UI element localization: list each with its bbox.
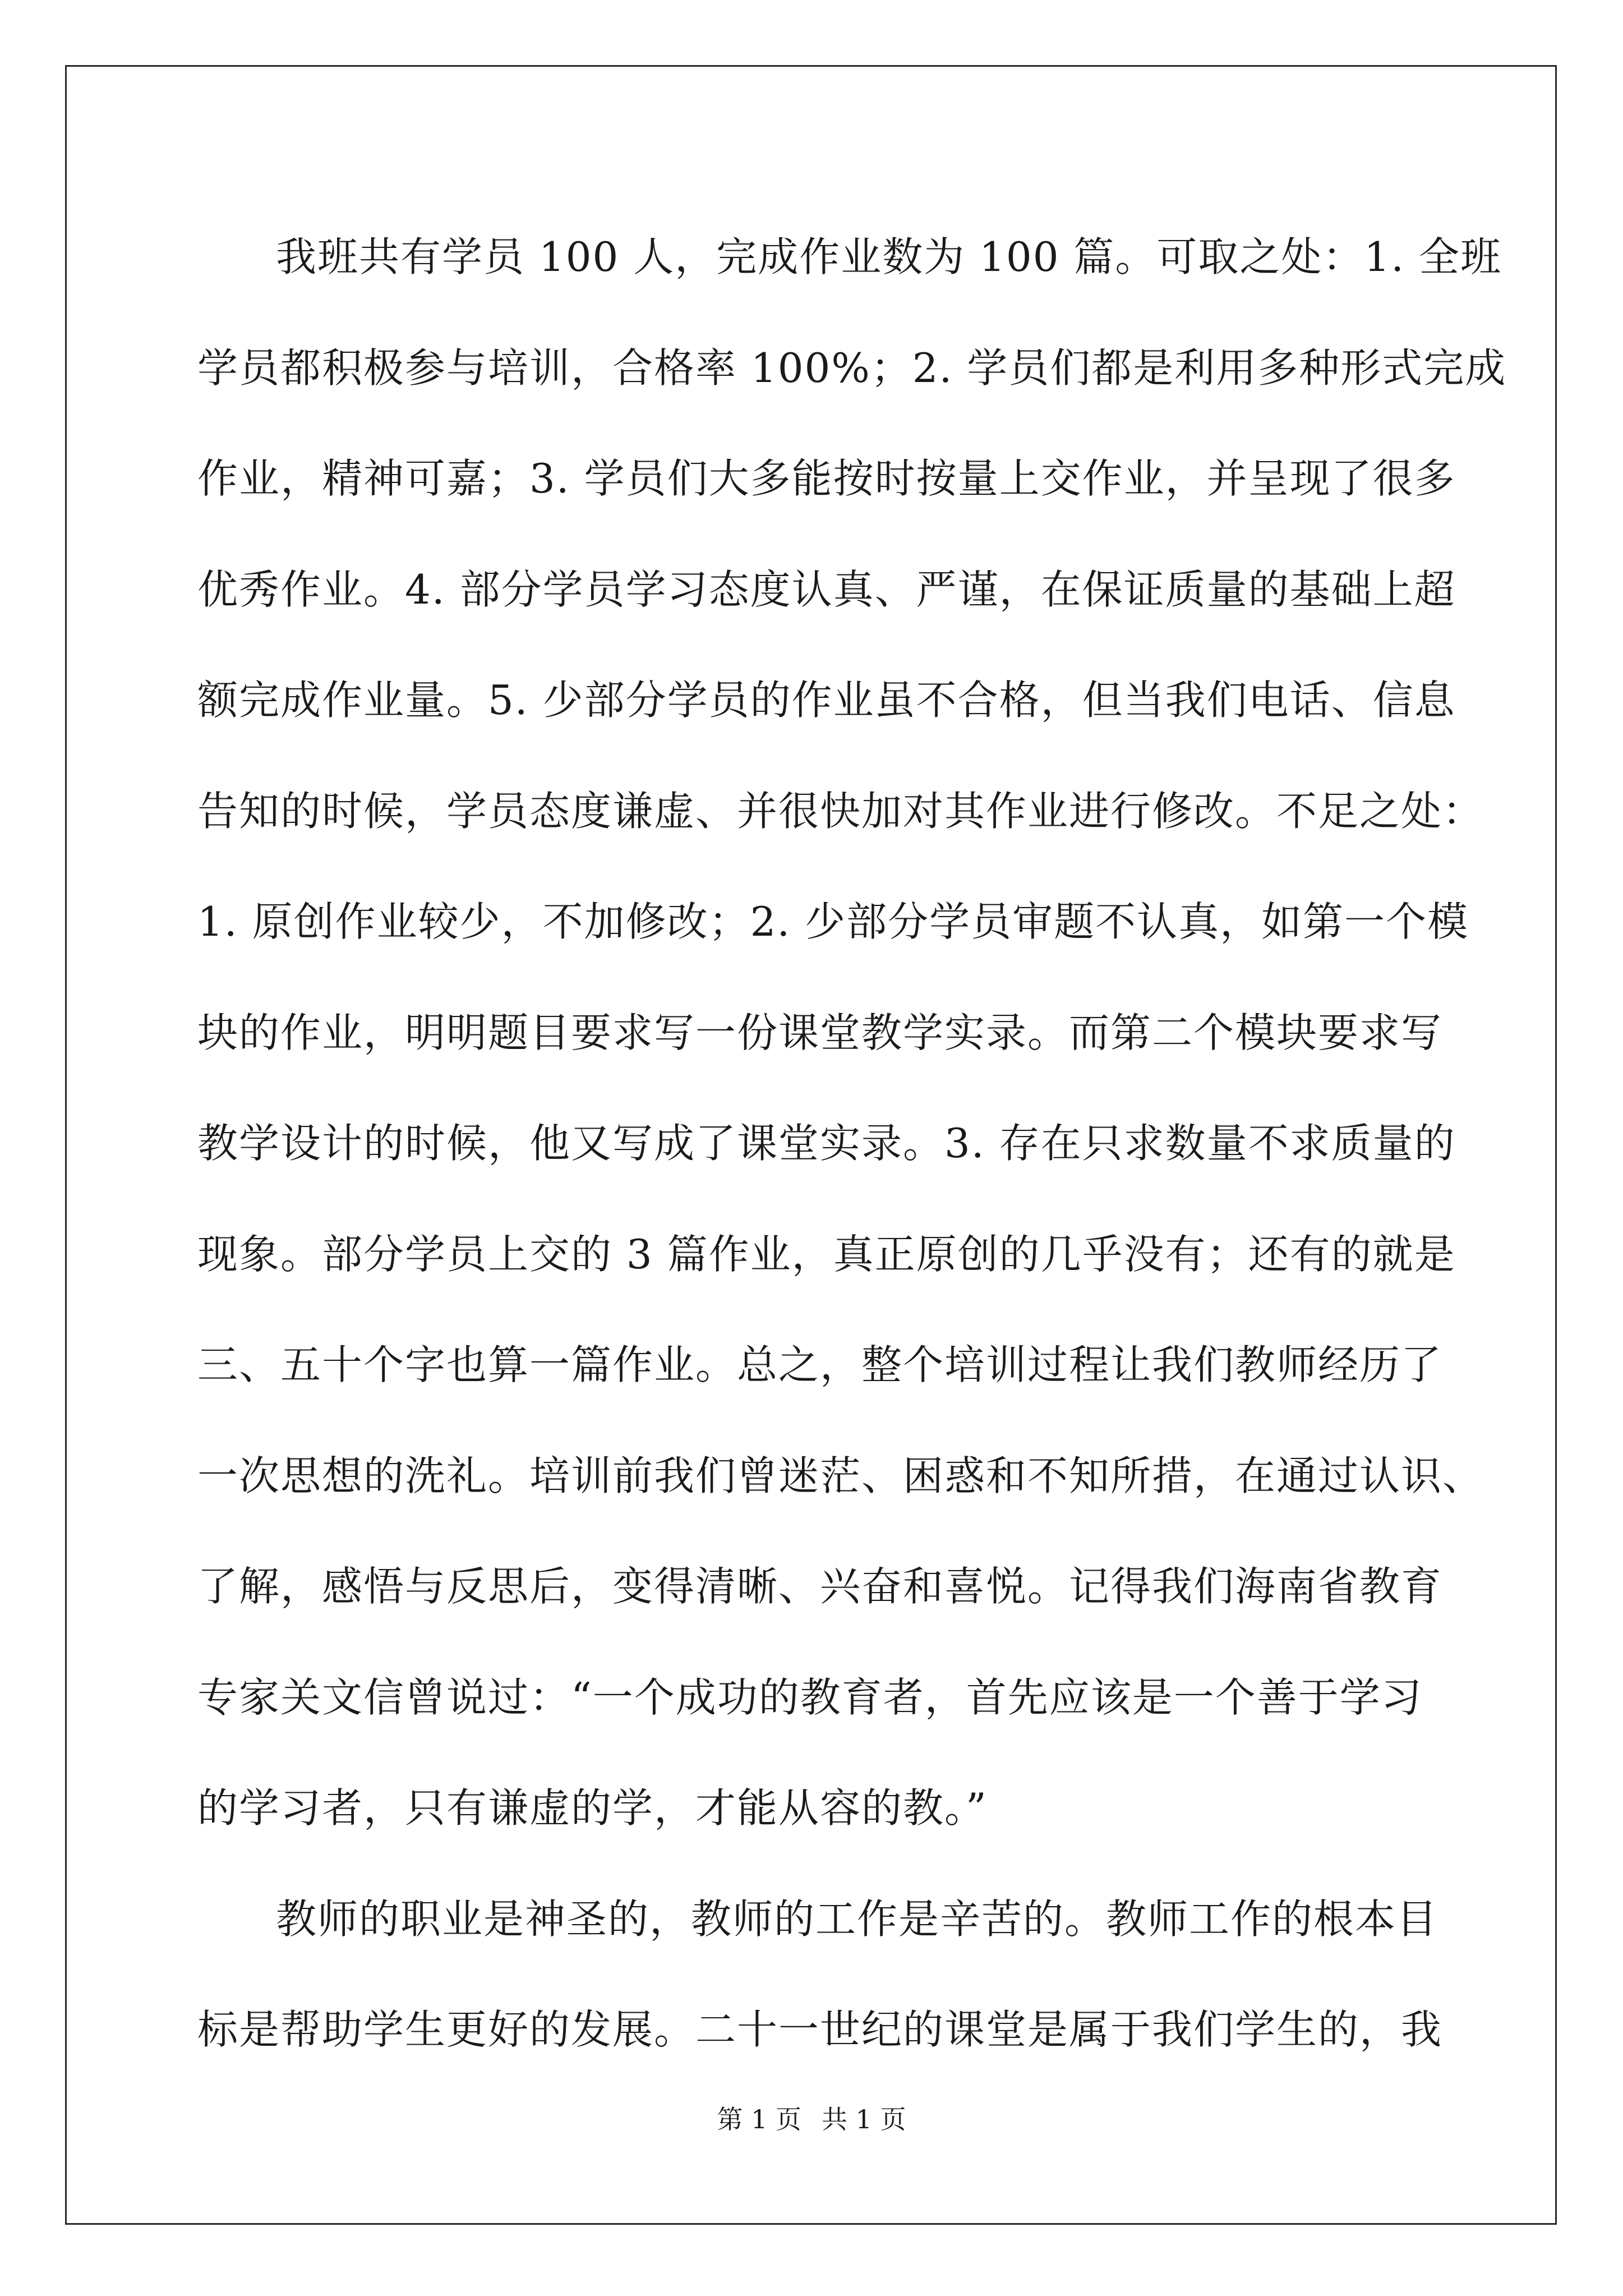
paragraph-1-line-5: 额完成作业量。5. 少部分学员的作业虽不合格，但当我们电话、信息: [197, 677, 1456, 724]
paragraph-1-line-10: 现象。部分学员上交的 3 篇作业，真正原创的几乎没有；还有的就是: [197, 1230, 1456, 1278]
paragraph-1-line-15: 的学习者，只有谦虚的学，才能从容的教。”: [197, 1784, 988, 1832]
paragraph-1-line-14: 专家关文信曾说过：“一个成功的教育者，首先应该是一个善于学习: [197, 1673, 1423, 1721]
page-footer: [0, 2102, 1623, 2136]
document-body: [197, 202, 1507, 2086]
paragraph-1-line-3: 作业，精神可嘉；3. 学员们大多能按时按量上交作业，并呈现了很多: [197, 455, 1456, 502]
paragraph-1-line-7: 1. 原创作业较少，不加修改；2. 少部分学员审题不认真，如第一个模: [197, 898, 1469, 945]
paragraph-2-line-2: 标是帮助学生更好的发展。二十一世纪的课堂是属于我们学生的，我: [197, 2006, 1443, 2053]
paragraph-2-line-1: 教师的职业是神圣的，教师的工作是辛苦的。教师工作的根本目: [276, 1895, 1438, 1943]
page-total: 共 1 页: [822, 2104, 906, 2134]
paragraph-1-line-4: 优秀作业。4. 部分学员学习态度认真、严谨，在保证质量的基础上超: [197, 565, 1456, 613]
paragraph-1-line-8: 块的作业，明明题目要求写一份课堂教学实录。而第二个模块要求写: [197, 1009, 1443, 1056]
paragraph-1-line-6: 告知的时候，学员态度谦虚、并很快加对其作业进行修改。不足之处：: [197, 787, 1484, 835]
paragraph-1-line-2: 学员都积极参与培训，合格率 100%；2. 学员们都是利用多种形式完成: [197, 344, 1507, 392]
paragraph-1-line-9: 教学设计的时候，他又写成了课堂实录。3. 存在只求数量不求质量的: [197, 1120, 1456, 1167]
paragraph-1-line-12: 一次思想的洗礼。培训前我们曾迷茫、困惑和不知所措，在通过认识、: [197, 1452, 1484, 1499]
page-number: 第 1 页: [717, 2104, 801, 2134]
paragraph-1-line-13: 了解，感悟与反思后，变得清晰、兴奋和喜悦。记得我们海南省教育: [197, 1563, 1443, 1610]
paragraph-1-line-11: 三、五十个字也算一篇作业。总之，整个培训过程让我们教师经历了: [197, 1341, 1443, 1388]
paragraph-1-line-1: 我班共有学员 100 人，完成作业数为 100 篇。可取之处：1. 全班: [276, 233, 1502, 280]
